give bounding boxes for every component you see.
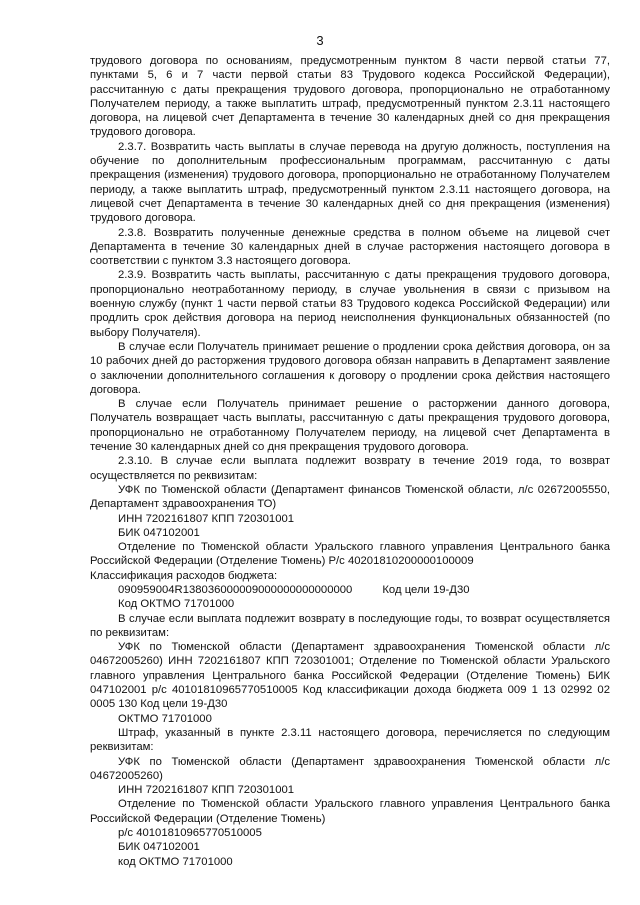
requisites-line: УФК по Тюменской области (Департамент здравоохранения Тюменской области л/с 04672005260) (90, 755, 610, 782)
kbk-target-code: Код цели 19-Д30 (382, 583, 470, 596)
requisites-line: БИК 047102001 (118, 526, 200, 539)
paragraph-2-3-9: 2.3.9. Возвратить часть выплаты, рассчитанную с даты прекращения трудового договора, пропорционально неотработанному периоду, в случае увольнения в связи с призывом на военную службу (пункт 1 части первой статьи 83 Трудового кодекса Российской Федерации) или продлить срок действия договора на период неисполнения функциональных обязанностей (по выбору Получателя). (90, 269, 610, 339)
requisites-line: р/с 40101810965770510005 (118, 827, 262, 840)
page-number: 3 (316, 33, 324, 48)
requisites-line: БИК 047102001 (118, 841, 200, 854)
paragraph-2-3-10: 2.3.10. В случае если выплата подлежит возврату в течение 2019 года, то возврат осуществляется по реквизитам: (90, 455, 610, 482)
requisites-line: Отделение по Тюменской области Уральского главного управления Центрального банка Российской Федерации (Отделение Тюмень) Р/с 40201810200000100009 (90, 541, 610, 568)
requisites-line: УФК по Тюменской области (Департамент финансов Тюменской области, л/с 02672005550, Департамент здравоохранения ТО) (90, 483, 610, 511)
requisites-line: Классификация расходов бюджета: (90, 569, 278, 582)
requisites-line: ИНН 7202161807 КПП 720301001 (118, 784, 295, 797)
paragraph: трудового договора по основаниям, предусмотренным пунктом 8 части первой статьи 77, пунктами 5, 6 и 7 части первой статьи 83 Трудового кодекса Российской Федерации), рассчитанную с даты прекращения трудового договора, пропорционально не отработанному Получателем периоду, а также выплатить штраф, предусмотренный пунктом 2.3.11 настоящего договора, на лицевой счет Департамента в течение 30 календарных дней со дня прекращения трудового договора. (90, 55, 610, 139)
requisites-line: ОКТМО 71701000 (118, 712, 212, 725)
paragraph: В случае если Получатель принимает решение о расторжении данного договора, Получатель возвращает часть выплаты, рассчитанную с даты прекращения трудового договора, пропорционально не отработанному Получателем периоду, на лицевой счет Департамента в течение 30 календарных дней со дня прекращения трудового договора. (90, 398, 610, 454)
document-body (90, 54, 610, 869)
requisites-line: код ОКТМО 71701000 (118, 855, 233, 868)
requisites-line: Отделение по Тюменской области Уральского главного управления Центрального банка Российской Федерации (Отделение Тюмень) (90, 798, 610, 825)
paragraph: Штраф, указанный в пункте 2.3.11 настоящего договора, перечисляется по следующим реквизитам: (90, 726, 610, 754)
paragraph-2-3-8: 2.3.8. Возвратить полученные денежные средства в полном объеме на лицевой счет Департамента в течение 30 календарных дней в случае расторжения настоящего договора в соответствии с пунктом 3.3 настоящего договора. (90, 226, 610, 268)
requisites-line: Код ОКТМО 71701000 (118, 598, 235, 611)
requisites-line: ИНН 7202161807 КПП 720301001 (118, 512, 295, 525)
paragraph-2-3-7: 2.3.7. Возвратить часть выплаты в случае перевода на другую должность, поступления на обучение по дополнительным профессиональным программам, рассчитанную с даты прекращения (изменения) трудового договора, пропорционально не отработанному Получателем периоду, а также выплатить штраф, предусмотренный пунктом 2.3.11 настоящего договора, на лицевой счет Департамента в течение 30 календарных дней со дня прекращения (изменения) трудового договора. (90, 140, 610, 225)
kbk-code: 090959004R138036000009000000000000000 (118, 583, 353, 596)
paragraph: В случае если выплата подлежит возврату в последующие годы, то возврат осуществляется по реквизитам: (90, 612, 610, 639)
kbk-row (90, 583, 610, 597)
paragraph: В случае если Получатель принимает решение о продлении срока действия договора, он за 10 рабочих дней до расторжения трудового договора обязан направить в Департамент заявление о заключении дополнительного соглашения к договору о продлении срока действия настоящего договора. (90, 340, 610, 396)
requisites-line: УФК по Тюменской области (Департамент здравоохранения Тюменской области л/с 04672005260) ИНН 7202161807 КПП 720301001; Отделение по Тюменской области Уральского главного управления Центрального банка Российской Федерации (Отделение Тюмень) БИК 047102001 р/с 40101810965770510005 Код классификации дохода бюджета 009 1 13 02992 02 0005 130 Код цели 19-Д30 (90, 641, 610, 711)
